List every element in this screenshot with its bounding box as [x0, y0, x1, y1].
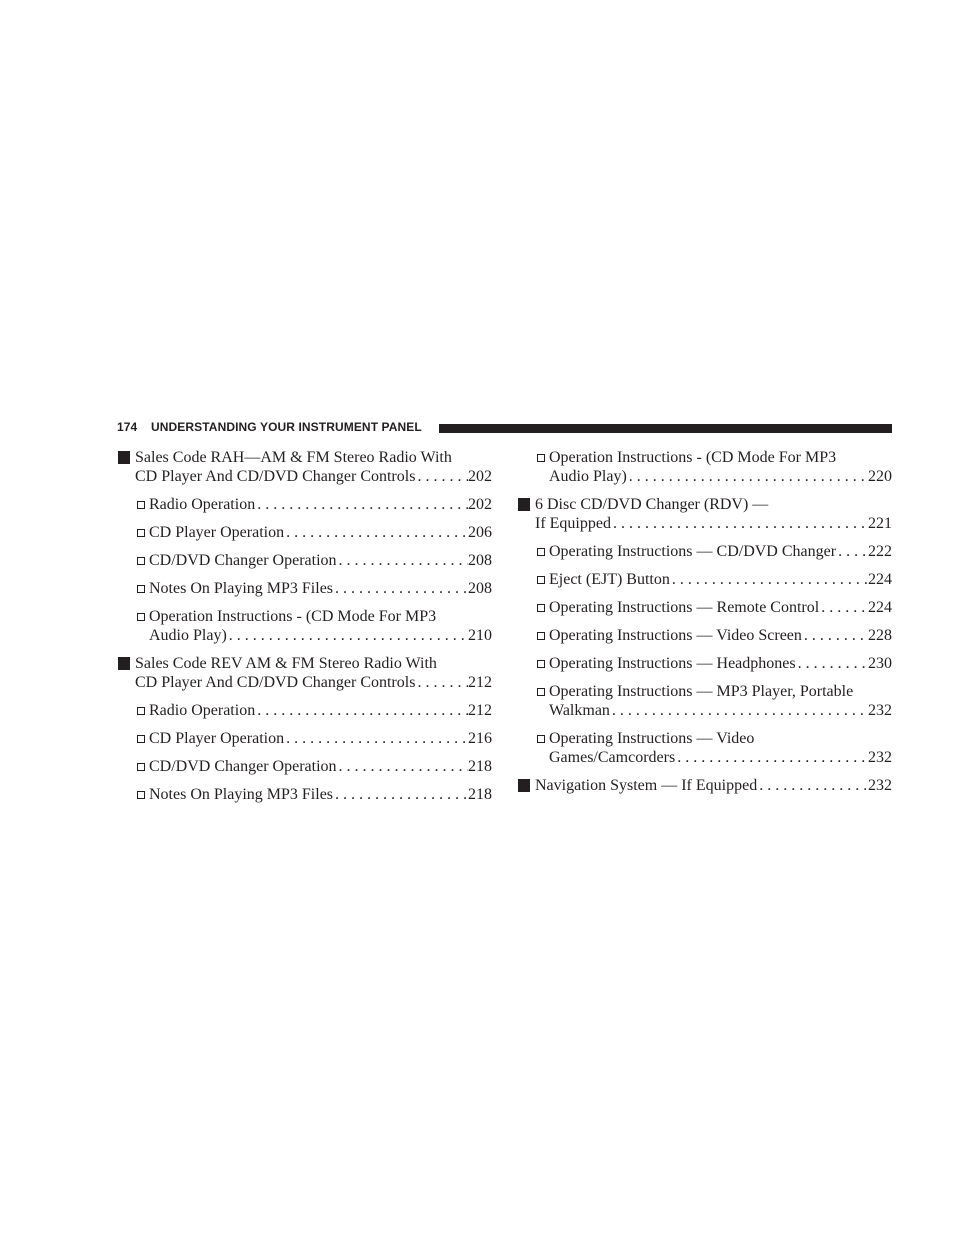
- toc-entry-text: Walkman: [549, 702, 610, 719]
- toc-page-number: 208: [468, 580, 492, 597]
- toc-entry-text: Notes On Playing MP3 Files: [149, 786, 334, 803]
- dot-leader: [611, 514, 868, 533]
- toc-entry-text: Operating Instructions — Video: [549, 730, 755, 747]
- dot-leader: [670, 570, 868, 589]
- toc-page-number: 232: [868, 749, 892, 766]
- page-header: [117, 419, 892, 435]
- toc-section-entry: [117, 448, 492, 486]
- toc-entry-text: Navigation System — If Equipped: [535, 777, 758, 794]
- toc-subentry: [517, 729, 892, 767]
- toc-entry-text: 6 Disc CD/DVD Changer (RDV) —: [535, 496, 769, 513]
- toc-page-number: 202: [468, 468, 492, 485]
- open-square-bullet-icon: [537, 576, 545, 584]
- dot-leader: [284, 729, 468, 748]
- open-square-bullet-icon: [137, 791, 145, 799]
- toc-section-entry: [117, 654, 492, 692]
- open-square-bullet-icon: [537, 454, 545, 462]
- toc-entry-text: CD Player And CD/DVD Changer Controls: [135, 468, 416, 485]
- dot-leader: [333, 785, 468, 804]
- toc-page-number: 230: [868, 655, 892, 672]
- dot-leader: [836, 542, 868, 561]
- toc-subentry: [517, 542, 892, 561]
- toc-page-number: 220: [868, 468, 892, 485]
- toc-entry-text: Operation Instructions - (CD Mode For MP3: [549, 449, 837, 466]
- header-rule: [439, 424, 892, 433]
- toc-subentry: [117, 785, 492, 804]
- toc-section-entry: [517, 495, 892, 533]
- toc-subentry: [517, 654, 892, 673]
- toc-page-number: 210: [468, 627, 492, 644]
- toc-entry-text: Operating Instructions — Remote Control: [549, 599, 820, 616]
- open-square-bullet-icon: [537, 660, 545, 668]
- toc-entry-text: Games/Camcorders: [549, 749, 676, 766]
- toc-entry-text: Audio Play): [149, 627, 227, 644]
- toc-subentry: [517, 626, 892, 645]
- filled-square-bullet-icon: [518, 779, 530, 792]
- toc-entry-text: CD/DVD Changer Operation: [149, 552, 337, 569]
- open-square-bullet-icon: [137, 763, 145, 771]
- toc-subentry: [117, 551, 492, 570]
- toc-entry-text: Operating Instructions — MP3 Player, Portable: [549, 683, 854, 700]
- toc-entry-text: Operation Instructions - (CD Mode For MP3: [149, 608, 437, 625]
- toc-subentry: [117, 495, 492, 514]
- open-square-bullet-icon: [137, 501, 145, 509]
- filled-square-bullet-icon: [118, 657, 130, 670]
- toc-page-number: 208: [468, 552, 492, 569]
- dot-leader: [802, 626, 868, 645]
- dot-leader: [227, 626, 468, 645]
- toc-page-number: 232: [868, 702, 892, 719]
- toc-subentry: [117, 701, 492, 720]
- dot-leader: [796, 654, 868, 673]
- dot-leader: [333, 579, 468, 598]
- open-square-bullet-icon: [137, 613, 145, 621]
- open-square-bullet-icon: [137, 585, 145, 593]
- toc-entry-text: Radio Operation: [149, 496, 256, 513]
- toc-page-number: 222: [868, 543, 892, 560]
- toc-page-number: 202: [468, 496, 492, 513]
- toc-subentry: [117, 579, 492, 598]
- toc-section-entry: [517, 776, 892, 795]
- toc-subentry: [117, 729, 492, 748]
- filled-square-bullet-icon: [518, 498, 530, 511]
- toc-page-number: 212: [468, 702, 492, 719]
- toc-subentry: [517, 448, 892, 486]
- dot-leader: [337, 551, 468, 570]
- toc-entry-text: Sales Code RAH—AM & FM Stereo Radio With: [135, 449, 452, 466]
- toc-subentry: [517, 682, 892, 720]
- dot-leader: [610, 701, 868, 720]
- dot-leader: [627, 467, 868, 486]
- toc-entry-text: CD/DVD Changer Operation: [149, 758, 337, 775]
- toc-entry-text: CD Player Operation: [149, 730, 285, 747]
- toc-page-number: 228: [868, 627, 892, 644]
- toc-page-number: 218: [468, 786, 492, 803]
- toc-entry-text: Operating Instructions — CD/DVD Changer: [549, 543, 837, 560]
- toc-entry-text: Operating Instructions — Video Screen: [549, 627, 802, 644]
- toc-subentry: [517, 598, 892, 617]
- open-square-bullet-icon: [537, 735, 545, 743]
- toc-subentry: [117, 607, 492, 645]
- toc-subentry: [517, 570, 892, 589]
- section-title: UNDERSTANDING YOUR INSTRUMENT PANEL: [151, 420, 422, 434]
- toc-entry-text: Operating Instructions — Headphones: [549, 655, 796, 672]
- toc-subentry: [117, 523, 492, 542]
- open-square-bullet-icon: [137, 557, 145, 565]
- dot-leader: [415, 673, 468, 692]
- toc-entry-text: Radio Operation: [149, 702, 256, 719]
- dot-leader: [415, 467, 468, 486]
- filled-square-bullet-icon: [118, 451, 130, 464]
- toc-page-number: 224: [868, 599, 892, 616]
- toc-page-number: 212: [468, 674, 492, 691]
- dot-leader: [255, 495, 468, 514]
- toc-page-number: 206: [468, 524, 492, 541]
- dot-leader: [337, 757, 468, 776]
- toc-page-number: 224: [868, 571, 892, 588]
- toc-entry-text: If Equipped: [535, 515, 611, 532]
- dot-leader: [255, 701, 468, 720]
- dot-leader: [284, 523, 468, 542]
- toc-entry-text: Audio Play): [549, 468, 627, 485]
- toc-page-number: 221: [868, 515, 892, 532]
- open-square-bullet-icon: [537, 688, 545, 696]
- open-square-bullet-icon: [137, 735, 145, 743]
- toc-subentry: [117, 757, 492, 776]
- dot-leader: [819, 598, 868, 617]
- page-number: 174: [117, 420, 138, 434]
- toc-page-number: 218: [468, 758, 492, 775]
- open-square-bullet-icon: [137, 529, 145, 537]
- toc-entry-text: CD Player Operation: [149, 524, 285, 541]
- toc-entry-text: Eject (EJT) Button: [549, 571, 670, 588]
- dot-leader: [675, 748, 868, 767]
- dot-leader: [757, 776, 868, 795]
- open-square-bullet-icon: [137, 707, 145, 715]
- toc-entry-text: CD Player And CD/DVD Changer Controls: [135, 674, 416, 691]
- toc-page-number: 216: [468, 730, 492, 747]
- toc-entry-text: Notes On Playing MP3 Files: [149, 580, 334, 597]
- open-square-bullet-icon: [537, 632, 545, 640]
- open-square-bullet-icon: [537, 548, 545, 556]
- open-square-bullet-icon: [537, 604, 545, 612]
- toc-entry-text: Sales Code REV AM & FM Stereo Radio With: [135, 655, 437, 672]
- toc-page-number: 232: [868, 777, 892, 794]
